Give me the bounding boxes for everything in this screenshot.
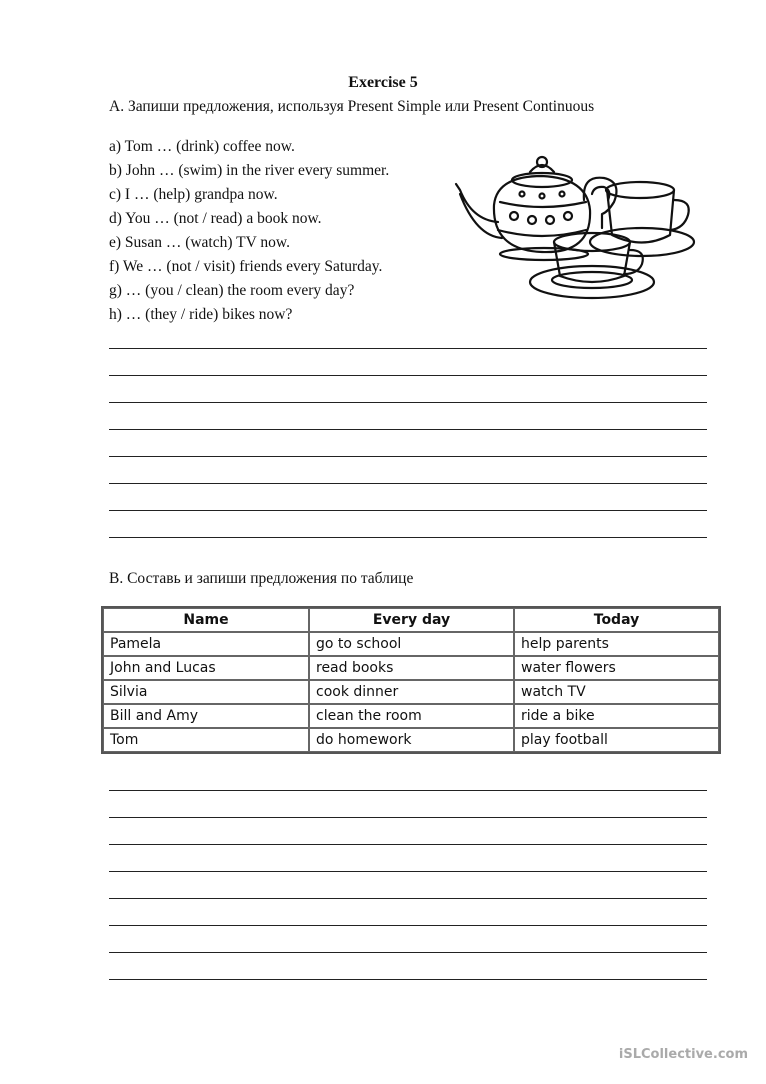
sentence-list bbox=[109, 136, 389, 328]
exercise-title: Exercise 5 bbox=[348, 74, 418, 91]
sentence-item: f) We … (not / visit) friends every Saturday. bbox=[109, 258, 383, 275]
answer-line[interactable] bbox=[109, 844, 707, 845]
table-cell: Tom bbox=[103, 728, 309, 752]
table-cell: clean the room bbox=[309, 704, 514, 728]
answer-line[interactable] bbox=[109, 925, 707, 926]
table-cell: Bill and Amy bbox=[103, 704, 309, 728]
table-cell: cook dinner bbox=[309, 680, 514, 704]
answer-line[interactable] bbox=[109, 483, 707, 484]
sentence-item: e) Susan … (watch) TV now. bbox=[109, 234, 290, 251]
answer-line[interactable] bbox=[109, 952, 707, 953]
answer-line[interactable] bbox=[109, 979, 707, 980]
table-row bbox=[103, 704, 719, 728]
table-cell: do homework bbox=[309, 728, 514, 752]
answer-line[interactable] bbox=[109, 898, 707, 899]
table-row bbox=[103, 680, 719, 704]
table-cell: ride a bike bbox=[514, 704, 719, 728]
sentence-item: g) … (you / clean) the room every day? bbox=[109, 282, 355, 299]
table-row bbox=[103, 632, 719, 656]
table-row bbox=[103, 728, 719, 752]
table-cell: Silvia bbox=[103, 680, 309, 704]
answer-line[interactable] bbox=[109, 402, 707, 403]
table-cell: read books bbox=[309, 656, 514, 680]
answer-line[interactable] bbox=[109, 348, 707, 349]
table-cell: go to school bbox=[309, 632, 514, 656]
column-header-today: Today bbox=[514, 608, 719, 632]
answer-line[interactable] bbox=[109, 871, 707, 872]
sentence-item: b) John … (swim) in the river every summer. bbox=[109, 162, 390, 179]
part-b-instruction: B. Составь и запиши предложения по таблице bbox=[109, 570, 414, 587]
sentence-item: h) … (they / ride) bikes now? bbox=[109, 306, 293, 323]
column-header-every-day: Every day bbox=[309, 608, 514, 632]
column-header-name: Name bbox=[103, 608, 309, 632]
sentence-item: d) You … (not / read) a book now. bbox=[109, 210, 322, 227]
sentence-item: c) I … (help) grandpa now. bbox=[109, 186, 278, 203]
answer-line[interactable] bbox=[109, 537, 707, 538]
table-cell: watch TV bbox=[514, 680, 719, 704]
answer-line[interactable] bbox=[109, 790, 707, 791]
answer-line[interactable] bbox=[109, 375, 707, 376]
answer-line[interactable] bbox=[109, 456, 707, 457]
table-cell: play football bbox=[514, 728, 719, 752]
watermark: iSLCollective.com bbox=[618, 1047, 748, 1062]
activity-table bbox=[101, 606, 721, 754]
table-cell: John and Lucas bbox=[103, 656, 309, 680]
table-header-row bbox=[103, 608, 719, 632]
table-row bbox=[103, 656, 719, 680]
table-cell: Pamela bbox=[103, 632, 309, 656]
sentence-item: a) Tom … (drink) coffee now. bbox=[109, 138, 295, 155]
answer-line[interactable] bbox=[109, 510, 707, 511]
answer-line[interactable] bbox=[109, 429, 707, 430]
part-a-instruction: A. Запиши предложения, используя Present Simple или Present Continuous bbox=[109, 98, 595, 115]
answer-line[interactable] bbox=[109, 817, 707, 818]
table-cell: help parents bbox=[514, 632, 719, 656]
teapot-and-cups-icon bbox=[452, 150, 697, 305]
activity-table-wrapper bbox=[101, 606, 721, 754]
table-cell: water flowers bbox=[514, 656, 719, 680]
